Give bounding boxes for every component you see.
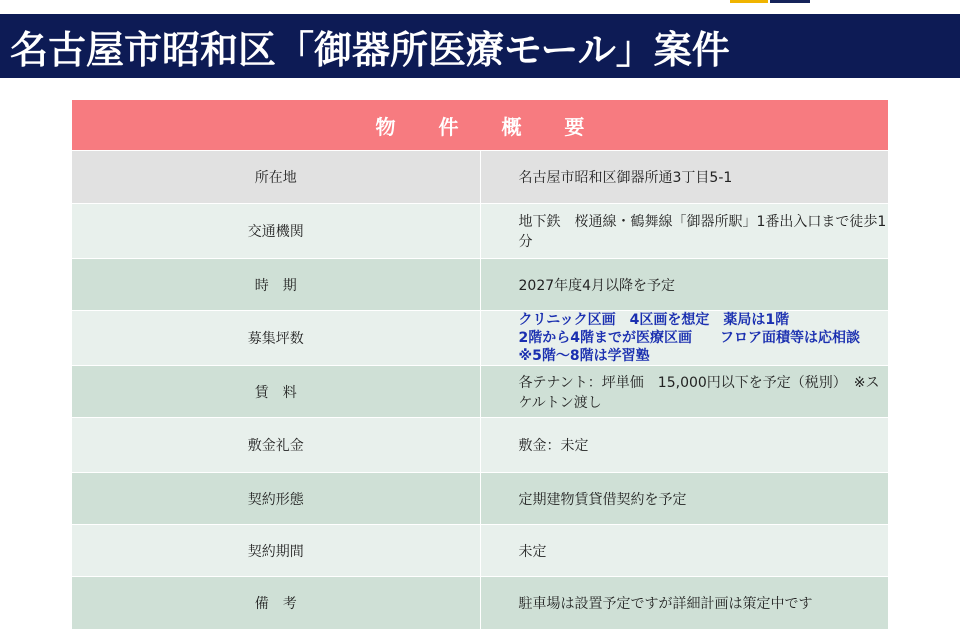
row-contract-type xyxy=(72,473,888,525)
title-bar xyxy=(0,14,960,78)
row-transportation xyxy=(72,204,888,259)
row-deposit xyxy=(72,418,888,473)
row-value: 名古屋市昭和区御器所通3丁目5-1 xyxy=(480,151,888,204)
row-value: 地下鉄 桜通線・鶴舞線「御器所駅」1番出入口まで徒歩1分 xyxy=(480,204,888,259)
property-overview-table xyxy=(72,100,888,629)
row-label: 交通機関 xyxy=(72,204,480,259)
row-location xyxy=(72,151,888,204)
row-label: 時 期 xyxy=(72,259,480,311)
row-floor-area xyxy=(72,311,888,366)
row-value: 駐車場は設置予定ですが詳細計画は策定中です xyxy=(480,577,888,629)
table-header-row xyxy=(72,100,888,151)
row-label: 敷金礼金 xyxy=(72,418,480,473)
row-label: 契約形態 xyxy=(72,473,480,525)
row-contract-period xyxy=(72,525,888,577)
row-label: 賃 料 xyxy=(72,366,480,418)
table-header: 物 件 概 要 xyxy=(72,100,888,151)
page-title: 名古屋市昭和区「御器所医療モール」案件 xyxy=(10,27,730,72)
row-value: 敷金：未定 xyxy=(480,418,888,473)
floor-area-line-2: 2階から4階までが医療区画 フロア面積等は応相談 ※5階～8階は学習塾 xyxy=(518,330,874,364)
row-value-highlight xyxy=(480,311,888,366)
row-timing xyxy=(72,259,888,311)
row-value: 各テナント：坪単価 15,000円以下を予定（税別） ※スケルトン渡し xyxy=(480,366,888,418)
row-label: 所在地 xyxy=(72,151,480,204)
floor-area-line-1: クリニック区画 4区画を想定 薬局は1階 xyxy=(518,312,790,328)
row-label: 募集坪数 xyxy=(72,311,480,366)
top-accent-navy xyxy=(770,0,810,3)
top-accent-yellow xyxy=(730,0,768,3)
row-value: 2027年度4月以降を予定 xyxy=(480,259,888,311)
row-label: 契約期間 xyxy=(72,525,480,577)
row-value: 定期建物賃貸借契約を予定 xyxy=(480,473,888,525)
row-value: 未定 xyxy=(480,525,888,577)
row-remarks xyxy=(72,577,888,629)
row-rent xyxy=(72,366,888,418)
row-label: 備 考 xyxy=(72,577,480,629)
